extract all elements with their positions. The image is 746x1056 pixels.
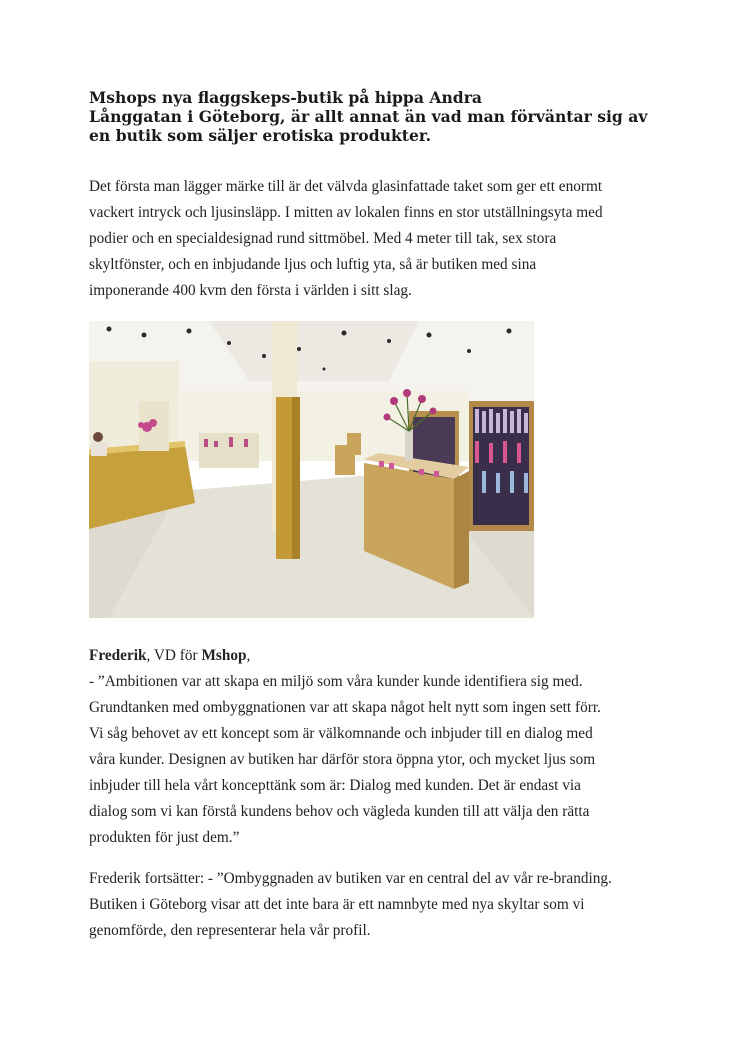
quote-line: Grundtanken med ombyggnationen var att skapa något helt nytt som ingen sett förr.	[89, 699, 601, 716]
intro-line: skyltfönster, och en inbjudande ljus och luftig yta, så är butiken med sina	[89, 256, 537, 273]
speaker-role: , VD för	[146, 647, 202, 664]
quote-line: inbjuder till hela vårt koncepttänk som är: Dialog med kunden. Det är endast via	[89, 777, 581, 794]
headline	[89, 88, 661, 145]
quote-line: produkten för just dem.”	[89, 829, 240, 846]
photo-gold-column-shade	[292, 397, 300, 559]
intro-line: Det första man lägger märke till är det välvda glasinfattade taket som ger ett enormt	[89, 178, 603, 195]
quote-paragraph	[89, 643, 661, 851]
photo-table-side	[454, 471, 469, 589]
document-page	[89, 88, 661, 944]
continued-line: genomförde, den representerar hela vår profil.	[89, 922, 371, 939]
headline-line: en butik som säljer erotiska produkter.	[89, 126, 432, 145]
quote-line: våra kunder. Designen av butiken har därför stora öppna ytor, och mycket ljus som	[89, 751, 596, 768]
headline-line: Mshops nya flaggskeps-butik på hippa Andra	[89, 88, 483, 107]
intro-line: imponerande 400 kvm den första i världen i sitt slag.	[89, 282, 412, 299]
intro-line: vackert intryck och ljusinsläpp. I mitten av lokalen finns en stor utställningsyta med	[89, 204, 603, 221]
company-name: Mshop	[201, 647, 247, 664]
attribution-comma: ,	[246, 647, 251, 664]
photo-shelf-products	[473, 407, 529, 525]
quote-line: dialog som vi kan förstå kundens behov och vägleda kunden till att välja den rätta	[89, 803, 590, 820]
continued-line: Frederik fortsätter: - ”Ombyggnaden av butiken var en central del av vår re-branding.	[89, 870, 612, 887]
continued-line: Butiken i Göteborg visar att det inte bara är ett namnbyte med nya skyltar som vi	[89, 896, 585, 913]
quote-line: - ”Ambitionen var att skapa en miljö som våra kunder kunde identifiera sig med.	[89, 673, 583, 690]
headline-line: Långgatan i Göteborg, är allt annat än vad man förväntar sig av	[89, 107, 648, 126]
photo-person	[93, 432, 103, 442]
store-interior-photo	[89, 321, 534, 618]
quote-attribution	[89, 643, 661, 669]
intro-line: podier och en specialdesignad rund sittmöbel. Med 4 meter till tak, sex stora	[89, 230, 557, 247]
intro-paragraph	[89, 174, 661, 304]
speaker-name: Frederik	[89, 647, 147, 664]
photo-person-body	[91, 442, 107, 456]
continued-paragraph	[89, 866, 661, 944]
quote-line: Vi såg behovet av ett koncept som är välkomnande och inbjuder till en dialog med	[89, 725, 593, 742]
photo-far-table	[347, 433, 361, 455]
